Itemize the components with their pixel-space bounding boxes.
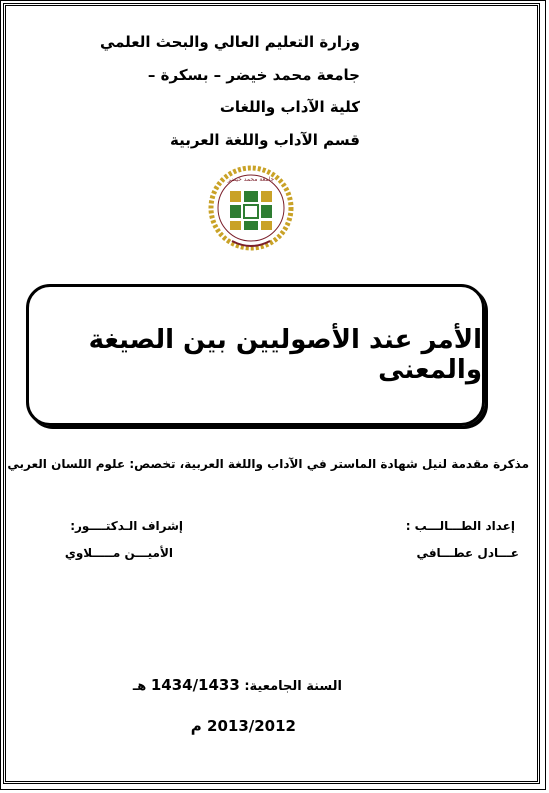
hijri-year: 1434/1433: [150, 676, 240, 694]
academic-year-gregorian: [191, 717, 296, 735]
student-label: إعداد الطـــالـــب :: [405, 519, 515, 533]
academic-year-label: السنة الجامعية:: [244, 679, 342, 694]
supervisor-name: الأميـــن مـــــلاوي: [64, 546, 173, 560]
department-name: قسم الآداب واللغة العربية: [170, 131, 360, 149]
title-box: [26, 284, 485, 426]
thesis-title: الأمر عند الأصوليين بين الصيغة والمعنى: [88, 325, 482, 385]
faculty-name: كلية الآداب واللغات: [219, 98, 360, 116]
ministry-name: وزارة التعليم العالي والبحث العلمي: [99, 33, 360, 51]
student-name: عـــادل عطـــافي: [416, 546, 519, 560]
hijri-suffix: هـ: [132, 679, 147, 694]
supervisor-label: إشراف الـدكتــــور:: [70, 519, 183, 533]
gregorian-year: 2013/2012: [207, 717, 296, 735]
university-logo-icon: [208, 165, 294, 257]
academic-year-hijri: [133, 676, 342, 694]
thesis-note: مذكرة مقدمة لنيل شهادة الماستر في الآداب واللغة العربية، تخصص: علوم اللسان العربي: [7, 457, 529, 471]
university-name: جامعة محمد خيضر – بسكرة –: [147, 66, 360, 84]
gregorian-suffix: م: [190, 717, 202, 735]
logo-text: جامعة محمد خيضر: [227, 176, 275, 183]
